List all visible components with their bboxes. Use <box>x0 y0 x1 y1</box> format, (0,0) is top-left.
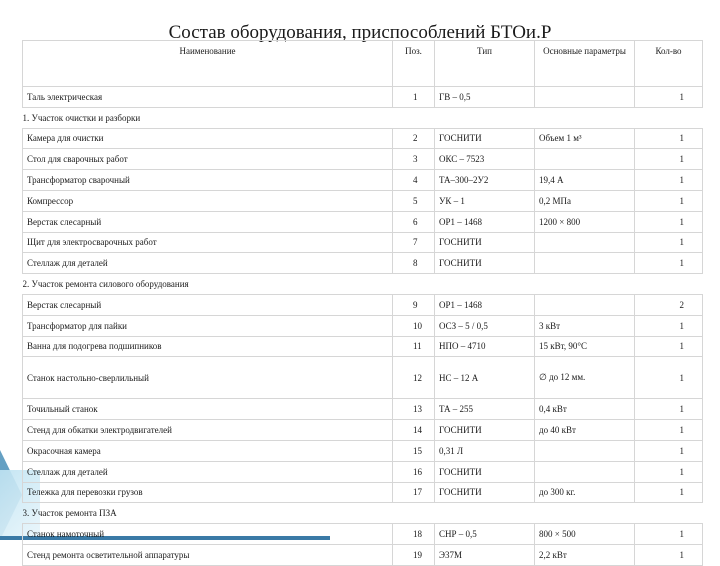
cell-pos: 14 <box>393 420 435 441</box>
cell-pos: 1 <box>393 87 435 108</box>
cell-pos: 12 <box>393 357 435 399</box>
cell-params: 19,4 А <box>535 170 635 191</box>
header-qty: Кол-во <box>635 41 703 87</box>
table-row <box>23 190 703 211</box>
section-label: 2. Участок ремонта силового оборудования <box>23 274 703 295</box>
cell-params: до 300 кг. <box>535 482 635 503</box>
cell-pos: 18 <box>393 524 435 545</box>
cell-pos: 15 <box>393 440 435 461</box>
cell-name: Станок намоточный <box>23 524 393 545</box>
cell-params <box>535 149 635 170</box>
cell-type: ОКС – 7523 <box>435 149 535 170</box>
cell-type: ТА–300–2У2 <box>435 170 535 191</box>
cell-params: 0,4 кВт <box>535 399 635 420</box>
table-row <box>23 128 703 149</box>
table-row <box>23 87 703 108</box>
cell-name: Трансформатор сварочный <box>23 170 393 191</box>
cell-qty: 1 <box>635 544 703 565</box>
cell-name: Точильный станок <box>23 399 393 420</box>
cell-qty: 1 <box>635 315 703 336</box>
cell-pos: 4 <box>393 170 435 191</box>
cell-qty: 1 <box>635 420 703 441</box>
cell-type: ТА – 255 <box>435 399 535 420</box>
cell-name: Стол для сварочных работ <box>23 149 393 170</box>
cell-qty: 1 <box>635 232 703 253</box>
cell-type: Э37М <box>435 544 535 565</box>
section-row <box>23 503 703 524</box>
cell-type: ГОСНИТИ <box>435 482 535 503</box>
cell-name: Камера для очистки <box>23 128 393 149</box>
table-row <box>23 524 703 545</box>
cell-pos: 16 <box>393 461 435 482</box>
cell-pos: 19 <box>393 544 435 565</box>
cell-pos: 7 <box>393 232 435 253</box>
cell-params: 15 кВт, 90°С <box>535 336 635 357</box>
cell-type: НПО – 4710 <box>435 336 535 357</box>
table-row <box>23 544 703 565</box>
cell-name: Ванна для подогрева подшипников <box>23 336 393 357</box>
cell-params <box>535 232 635 253</box>
cell-name: Трансформатор для пайки <box>23 315 393 336</box>
cell-qty: 1 <box>635 87 703 108</box>
page-title: Состав оборудования, приспособлений БТОи.Р <box>168 22 552 43</box>
header-pos: Поз. <box>393 41 435 87</box>
table-row <box>23 253 703 274</box>
table-row <box>23 440 703 461</box>
cell-name: Таль электрическая <box>23 87 393 108</box>
cell-name: Стенд ремонта осветительной аппаратуры <box>23 544 393 565</box>
cell-params <box>535 294 635 315</box>
cell-qty: 1 <box>635 440 703 461</box>
table-row <box>23 357 703 399</box>
cell-type: ГОСНИТИ <box>435 461 535 482</box>
cell-params <box>535 440 635 461</box>
cell-params: ∅ до 12 мм. <box>535 357 635 399</box>
cell-name: Тележка для перевозки грузов <box>23 482 393 503</box>
table-row <box>23 211 703 232</box>
table-header-row <box>23 41 703 87</box>
cell-pos: 5 <box>393 190 435 211</box>
cell-name: Верстак слесарный <box>23 294 393 315</box>
cell-qty: 1 <box>635 190 703 211</box>
cell-params <box>535 253 635 274</box>
section-row <box>23 274 703 295</box>
cell-name: Щит для электросварочных работ <box>23 232 393 253</box>
cell-qty: 1 <box>635 128 703 149</box>
cell-type: ГОСНИТИ <box>435 420 535 441</box>
cell-qty: 1 <box>635 482 703 503</box>
cell-qty: 1 <box>635 211 703 232</box>
cell-params <box>535 87 635 108</box>
cell-type: СНР – 0,5 <box>435 524 535 545</box>
cell-pos: 11 <box>393 336 435 357</box>
table-row <box>23 170 703 191</box>
cell-pos: 8 <box>393 253 435 274</box>
cell-pos: 17 <box>393 482 435 503</box>
cell-params: Объем 1 м³ <box>535 128 635 149</box>
table-row <box>23 232 703 253</box>
cell-params: 1200 × 800 <box>535 211 635 232</box>
cell-pos: 3 <box>393 149 435 170</box>
cell-name: Стеллаж для деталей <box>23 461 393 482</box>
cell-qty: 1 <box>635 461 703 482</box>
cell-type: НС – 12 А <box>435 357 535 399</box>
cell-type: ОР1 – 1468 <box>435 294 535 315</box>
cell-qty: 1 <box>635 524 703 545</box>
cell-pos: 6 <box>393 211 435 232</box>
cell-name: Компрессор <box>23 190 393 211</box>
cell-type: ГОСНИТИ <box>435 253 535 274</box>
table-row <box>23 420 703 441</box>
header-params: Основные параметры <box>535 41 635 87</box>
cell-name: Стенд для обкатки электродвигателей <box>23 420 393 441</box>
cell-params: 3 кВт <box>535 315 635 336</box>
equipment-table <box>22 40 703 566</box>
cell-type: УК – 1 <box>435 190 535 211</box>
cell-qty: 1 <box>635 399 703 420</box>
cell-name: Стеллаж для деталей <box>23 253 393 274</box>
section-row <box>23 107 703 128</box>
cell-params <box>535 461 635 482</box>
table-row <box>23 294 703 315</box>
cell-params: 2,2 кВт <box>535 544 635 565</box>
table-row <box>23 336 703 357</box>
cell-qty: 2 <box>635 294 703 315</box>
cell-type: ОСЗ – 5 / 0,5 <box>435 315 535 336</box>
table-row <box>23 461 703 482</box>
section-label: 3. Участок ремонта ПЗА <box>23 503 703 524</box>
section-label: 1. Участок очистки и разборки <box>23 107 703 128</box>
cell-qty: 1 <box>635 170 703 191</box>
cell-type: 0,31 Л <box>435 440 535 461</box>
header-type: Тип <box>435 41 535 87</box>
cell-pos: 13 <box>393 399 435 420</box>
cell-name: Окрасочная камера <box>23 440 393 461</box>
cell-qty: 1 <box>635 253 703 274</box>
cell-name: Верстак слесарный <box>23 211 393 232</box>
header-name: Наименование <box>23 41 393 87</box>
cell-type: ГОСНИТИ <box>435 128 535 149</box>
table-row <box>23 315 703 336</box>
cell-params: до 40 кВт <box>535 420 635 441</box>
cell-type: ГОСНИТИ <box>435 232 535 253</box>
cell-params: 800 × 500 <box>535 524 635 545</box>
cell-params: 0,2 МПа <box>535 190 635 211</box>
table-row <box>23 149 703 170</box>
cell-type: ГВ – 0,5 <box>435 87 535 108</box>
cell-pos: 9 <box>393 294 435 315</box>
table-row <box>23 399 703 420</box>
cell-pos: 10 <box>393 315 435 336</box>
cell-pos: 2 <box>393 128 435 149</box>
table-row <box>23 482 703 503</box>
cell-name: Станок настольно-сверлильный <box>23 357 393 399</box>
cell-qty: 1 <box>635 357 703 399</box>
cell-qty: 1 <box>635 336 703 357</box>
cell-qty: 1 <box>635 149 703 170</box>
cell-type: ОР1 – 1468 <box>435 211 535 232</box>
